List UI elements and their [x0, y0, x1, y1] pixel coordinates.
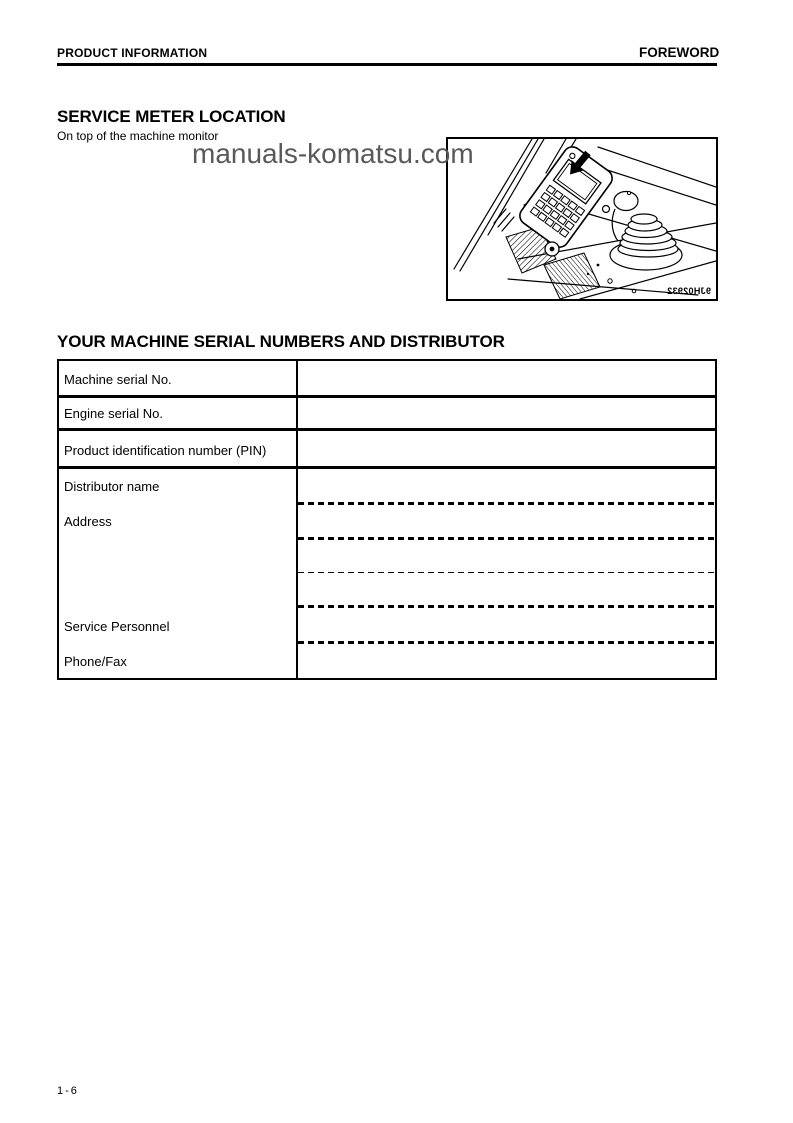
row-separator [59, 466, 715, 469]
header-right-title: FOREWORD [639, 45, 720, 60]
header-rule [57, 63, 717, 66]
machine-monitor-illustration [448, 139, 716, 299]
machine-serial-label: Machine serial No. [64, 372, 172, 387]
service-meter-heading: SERVICE METER LOCATION [57, 107, 286, 126]
dashed-writing-line [298, 641, 715, 644]
phone-fax-label: Phone/Fax [64, 654, 127, 669]
control-joystick [603, 191, 683, 270]
serial-section-heading: YOUR MACHINE SERIAL NUMBERS AND DISTRIBUTOR [57, 332, 505, 351]
footer-page-number: 1-6 [57, 1085, 79, 1097]
dashed-writing-line [298, 502, 715, 505]
table-column-divider [296, 361, 298, 678]
address-label: Address [64, 514, 112, 529]
serial-table [57, 359, 717, 680]
header-left-title: PRODUCT INFORMATION [57, 46, 208, 60]
dashed-writing-line [298, 537, 715, 540]
row-separator [59, 395, 715, 398]
figure-frame [446, 137, 718, 301]
pin-label: Product identification number (PIN) [64, 443, 267, 458]
dashed-writing-line [298, 605, 715, 608]
distributor-name-label: Distributor name [64, 479, 160, 494]
service-meter-subtitle: On top of the machine monitor [57, 129, 219, 143]
row-separator [59, 428, 715, 431]
service-personnel-label: Service Personnel [64, 619, 170, 634]
watermark-text: manuals-komatsu.com [192, 138, 474, 169]
figure-code: 9JH02932 [667, 286, 711, 296]
engine-serial-label: Engine serial No. [64, 406, 163, 421]
dashed-writing-line [298, 572, 715, 573]
